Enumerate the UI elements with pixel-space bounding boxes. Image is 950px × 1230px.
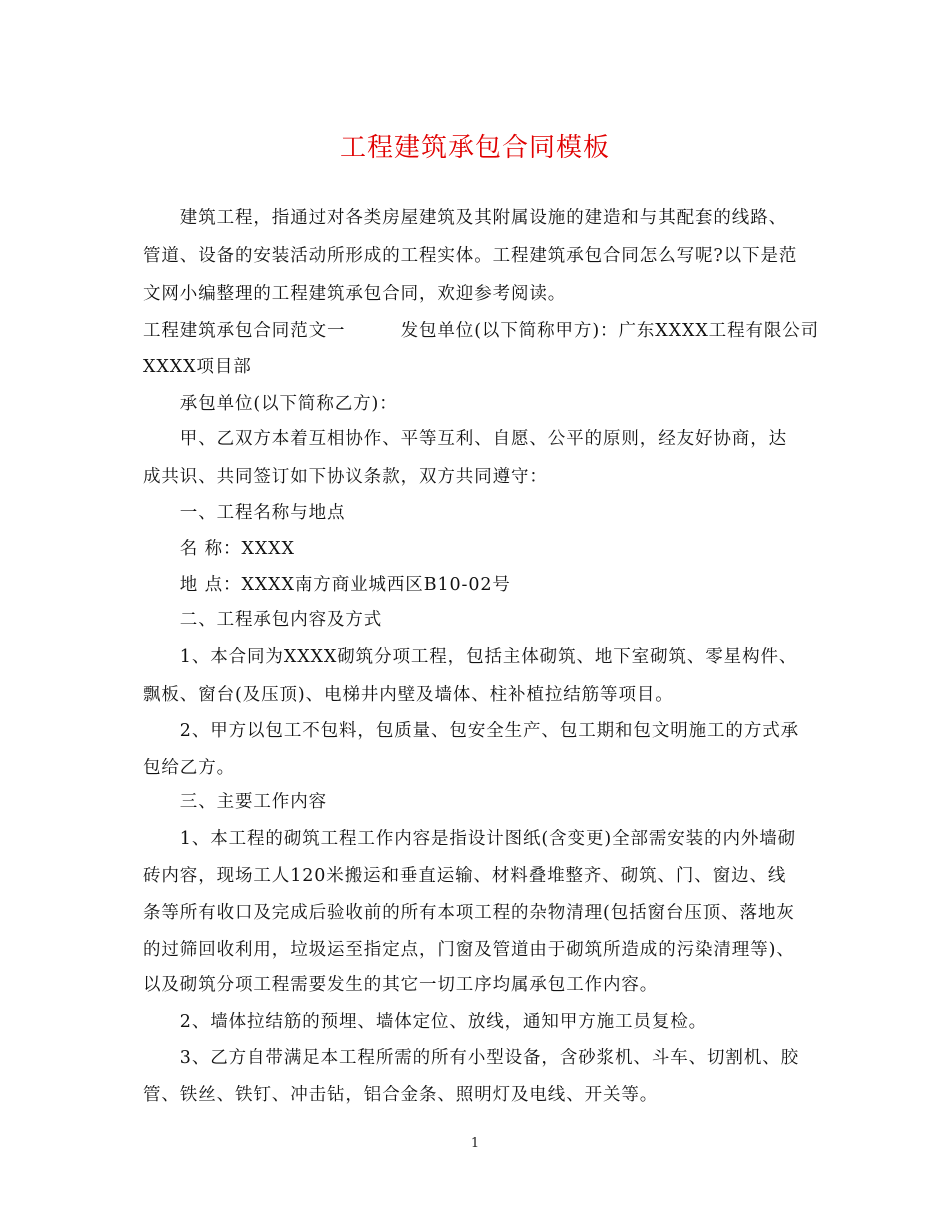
body-line: 飘板、窗台(及压顶)、电梯井内壁及墙体、柱补植拉结筋等项目。 [143,685,674,705]
body-line: 建筑工程，指通过对各类房屋建筑及其附属设施的建造和与其配套的线路、 [143,208,787,228]
document-title: 工程建筑承包合同模板 [339,133,610,163]
body-line: 地 点：XXXX南方商业城西区B10-02号 [143,575,511,595]
body-line: 1、本工程的砌筑工程工作内容是指设计图纸(含变更)全部需安装的内外墙砌 [143,829,797,849]
body-line: 2、墙体拉结筋的预埋、墙体定位、放线，通知甲方施工员复检。 [143,1012,708,1032]
body-line: 以及砌筑分项工程需要发生的其它一切工序均属承包工作内容。 [143,975,659,995]
body-line: 3、乙方自带满足本工程所需的所有小型设备，含砂浆机、斗车、切割机、胶 [143,1048,800,1068]
section-heading: 三、主要工作内容 [143,792,327,812]
body-line: 2、甲方以包工不包料，包质量、包安全生产、包工期和包文明施工的方式承 [143,721,800,741]
body-line: 包给乙方。 [143,758,235,778]
body-line: XXXX项目部 [143,357,252,377]
body-line: 管道、设备的安装活动所形成的工程实体。工程建筑承包合同怎么写呢?以下是范 [143,246,798,266]
body-line: 文网小编整理的工程建筑承包合同，欢迎参考阅读。 [143,284,567,304]
body-line: 甲、乙双方本着互相协作、平等互利、自愿、公平的原则，经友好协商，达 [143,429,787,449]
body-line: 承包单位(以下简称乙方)： [143,394,398,414]
page-number: 1 [470,1136,480,1151]
body-line: 成共识、共同签订如下协议条款，双方共同遵守： [143,467,548,487]
body-line: 工程建筑承包合同范文一 发包单位(以下简称甲方)：广东XXXX工程有限公司 [143,321,820,341]
body-line: 管、铁丝、铁钉、冲击钻，铝合金条、照明灯及电线、开关等。 [143,1085,659,1105]
body-line: 名 称：XXXX [143,539,295,559]
section-heading: 二、工程承包内容及方式 [143,610,383,630]
body-line: 1、本合同为XXXX砌筑分项工程，包括主体砌筑、地下室砌筑、零星构件、 [143,647,798,667]
section-heading: 一、工程名称与地点 [143,503,346,523]
body-line: 的过筛回收利用，垃圾运至指定点，门窗及管道由于砌筑所造成的污染清理等)、 [143,940,795,960]
body-line: 条等所有收口及完成后验收前的所有本项工程的杂物清理(包括窗台压顶、落地灰 [143,903,795,923]
body-line: 砖内容，现场工人120米搬运和垂直运输、材料叠堆整齐、砌筑、门、窗边、线 [143,866,787,886]
